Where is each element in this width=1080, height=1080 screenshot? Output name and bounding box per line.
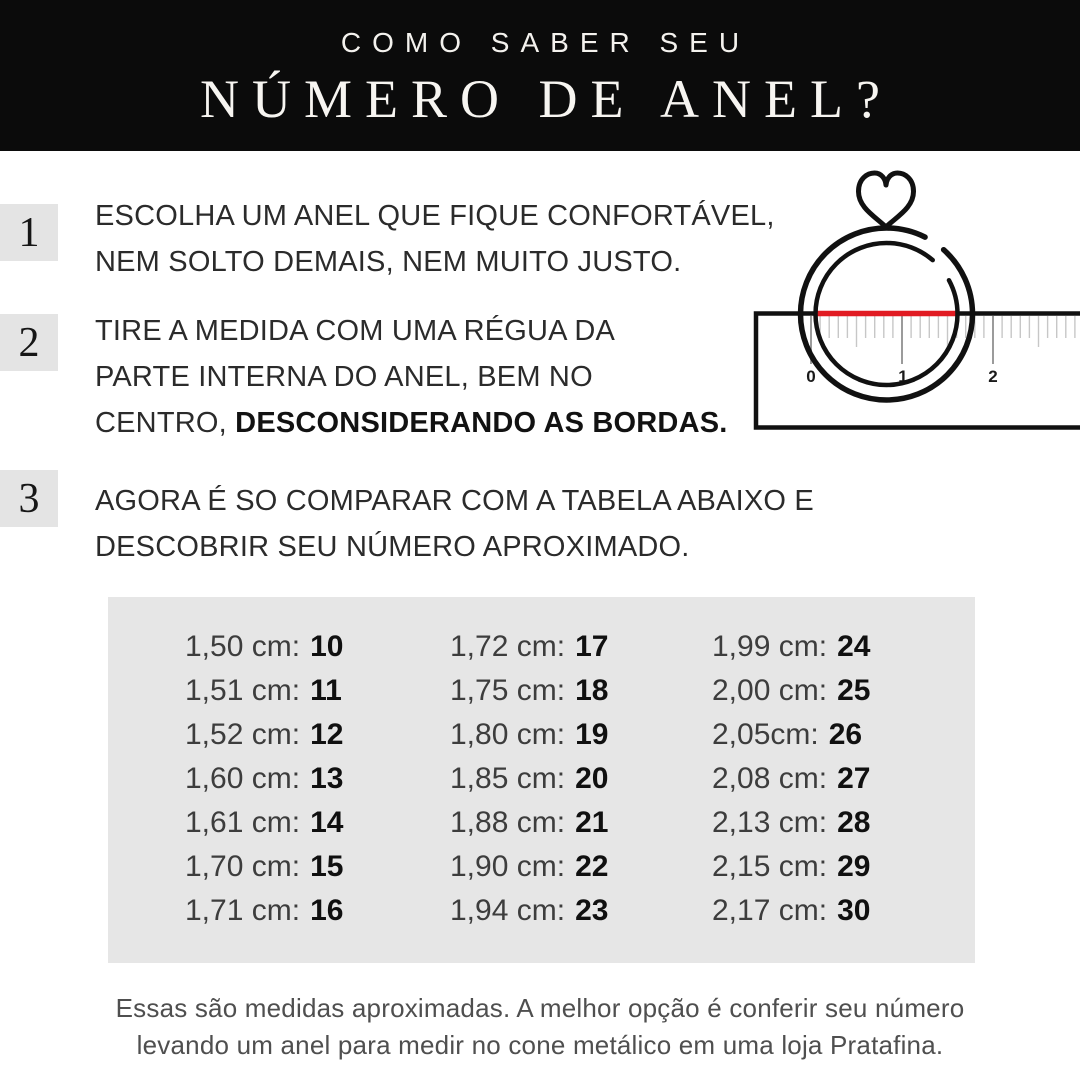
table-row — [712, 625, 870, 669]
ring-measurement-illustration — [748, 170, 1080, 442]
ring-size-value: 20 — [575, 762, 609, 795]
ring-size-value: 12 — [310, 718, 344, 751]
step-1-number: 1 — [18, 209, 40, 256]
measure-label: 1,94 cm: — [450, 894, 566, 927]
header — [0, 0, 1080, 151]
measure-label: 1,51 cm: — [185, 674, 301, 707]
size-table — [108, 597, 975, 963]
measure-label: 1,88 cm: — [450, 806, 566, 839]
ring-size-value: 19 — [575, 718, 609, 751]
table-row — [712, 669, 870, 713]
measure-label: 2,15 cm: — [712, 850, 828, 883]
ring-size-value: 23 — [575, 894, 609, 927]
size-table-column-2 — [450, 625, 608, 933]
step-2-badge — [0, 314, 58, 371]
measure-label: 1,60 cm: — [185, 762, 301, 795]
ruler-label-1: 1 — [898, 367, 908, 386]
ring-size-value: 21 — [575, 806, 609, 839]
table-row — [450, 713, 608, 757]
ring-size-value: 28 — [837, 806, 871, 839]
footer-line-2: levando um anel para medir no cone metálico em uma loja Pratafina. — [136, 1030, 944, 1060]
size-table-column-1 — [185, 625, 343, 933]
measure-label: 1,61 cm: — [185, 806, 301, 839]
measure-label: 2,00 cm: — [712, 674, 828, 707]
table-row — [712, 757, 870, 801]
measure-label: 1,75 cm: — [450, 674, 566, 707]
measure-label: 1,99 cm: — [712, 630, 828, 663]
table-row — [450, 669, 608, 713]
ring-size-value: 27 — [837, 762, 871, 795]
size-table-column-3 — [712, 625, 870, 933]
measure-label: 1,70 cm: — [185, 850, 301, 883]
table-row — [185, 669, 343, 713]
table-row — [185, 757, 343, 801]
step-2-line-3-normal: CENTRO, — [95, 407, 236, 439]
step-3-number: 3 — [18, 475, 40, 522]
step-2-line-3 — [95, 400, 728, 446]
table-row — [450, 889, 608, 933]
measure-label: 2,17 cm: — [712, 894, 828, 927]
table-row — [450, 801, 608, 845]
step-3-text — [95, 478, 814, 570]
measure-label: 2,08 cm: — [712, 762, 828, 795]
table-row — [185, 845, 343, 889]
measure-label: 1,50 cm: — [185, 630, 301, 663]
table-row — [712, 845, 870, 889]
step-3-line-1: AGORA É SO COMPARAR COM A TABELA ABAIXO E — [95, 485, 814, 517]
ring-size-value: 24 — [837, 630, 871, 663]
table-row — [185, 625, 343, 669]
table-row — [712, 889, 870, 933]
table-row — [185, 889, 343, 933]
step-1-badge — [0, 204, 58, 261]
measure-label: 1,85 cm: — [450, 762, 566, 795]
ring-size-value: 25 — [837, 674, 871, 707]
table-row — [712, 713, 870, 757]
step-1-line-2: NEM SOLTO DEMAIS, NEM MUITO JUSTO. — [95, 246, 682, 278]
step-2-text — [95, 308, 728, 446]
measure-label: 2,13 cm: — [712, 806, 828, 839]
ring-size-value: 15 — [310, 850, 344, 883]
ring-size-value: 14 — [310, 806, 344, 839]
step-2-number: 2 — [18, 319, 40, 366]
footer-note — [0, 990, 1080, 1064]
step-3-badge — [0, 470, 58, 527]
header-title-line1: COMO SABER SEU — [340, 27, 751, 58]
table-row — [185, 801, 343, 845]
ruler-label-2: 2 — [988, 367, 998, 386]
ring-size-value: 30 — [837, 894, 871, 927]
step-1-text — [95, 193, 775, 285]
step-2-line-2: PARTE INTERNA DO ANEL, BEM NO — [95, 361, 593, 393]
measure-label: 1,80 cm: — [450, 718, 566, 751]
step-1-line-1: ESCOLHA UM ANEL QUE FIQUE CONFORTÁVEL, — [95, 200, 775, 232]
step-2-line-3-bold: DESCONSIDERANDO AS BORDAS. — [235, 407, 728, 439]
ring-size-value: 18 — [575, 674, 609, 707]
measure-label: 1,90 cm: — [450, 850, 566, 883]
ring-size-value: 11 — [310, 674, 342, 707]
step-2-line-1: TIRE A MEDIDA COM UMA RÉGUA DA — [95, 315, 616, 347]
footer-line-1: Essas são medidas aproximadas. A melhor opção é conferir seu número — [115, 993, 965, 1023]
table-row — [450, 625, 608, 669]
heart-icon — [859, 173, 914, 227]
measure-label: 1,71 cm: — [185, 894, 301, 927]
step-3-line-2: DESCOBRIR SEU NÚMERO APROXIMADO. — [95, 531, 690, 563]
measure-label: 1,52 cm: — [185, 718, 301, 751]
ring-size-value: 16 — [310, 894, 344, 927]
ring-size-value: 17 — [575, 630, 609, 663]
table-row — [185, 713, 343, 757]
page-title: NÚMERO DE ANEL? — [200, 69, 893, 129]
measure-label: 2,05cm: — [712, 718, 819, 751]
ring-size-value: 13 — [310, 762, 344, 795]
table-row — [712, 801, 870, 845]
measure-label: 1,72 cm: — [450, 630, 566, 663]
ring-size-value: 26 — [828, 718, 863, 751]
table-row — [450, 845, 608, 889]
ring-size-value: 10 — [310, 630, 344, 663]
ring-size-value: 29 — [837, 850, 871, 883]
ruler-label-0: 0 — [806, 367, 816, 386]
table-row — [450, 757, 608, 801]
ring-size-value: 22 — [575, 850, 609, 883]
